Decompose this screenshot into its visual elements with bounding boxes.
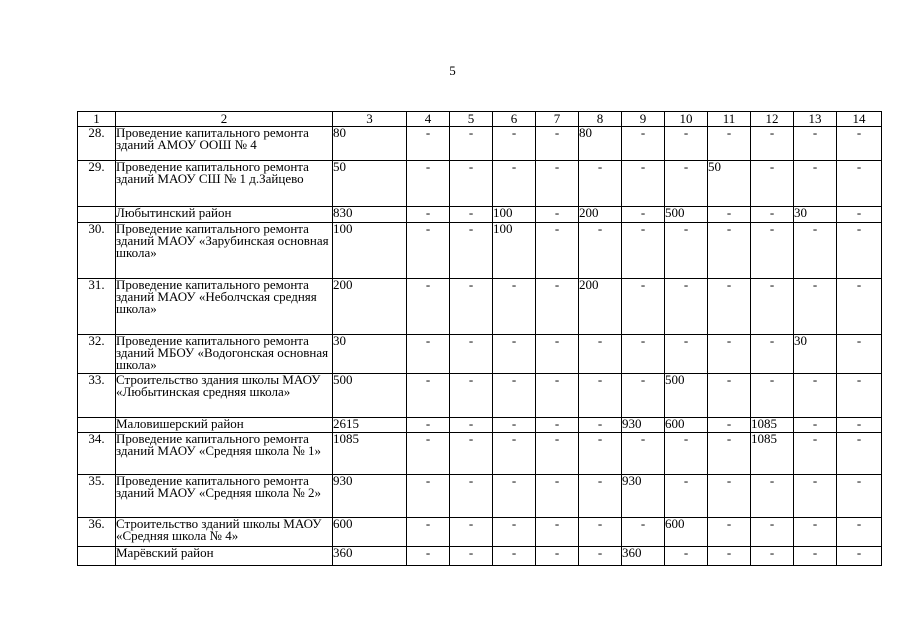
value-cell: - xyxy=(493,547,536,566)
value-cell: 600 xyxy=(665,418,708,433)
value-cell: - xyxy=(579,547,622,566)
table-row xyxy=(78,518,882,547)
value-cell: - xyxy=(751,127,794,161)
value-cell: - xyxy=(493,418,536,433)
row-number: 33. xyxy=(78,374,116,418)
value-cell: - xyxy=(622,161,665,207)
value-cell: - xyxy=(837,475,882,518)
row-name: Проведение капитального ремонта зданий АМОУ ООШ № 4 xyxy=(116,127,333,161)
row-number: 31. xyxy=(78,279,116,335)
value-cell: - xyxy=(622,433,665,475)
value-cell: - xyxy=(708,279,751,335)
value-cell: - xyxy=(579,433,622,475)
value-cell: - xyxy=(751,475,794,518)
value-cell: - xyxy=(622,223,665,279)
value-cell: - xyxy=(407,547,450,566)
value-cell: - xyxy=(579,418,622,433)
value-cell: - xyxy=(837,223,882,279)
value-cell: 2615 xyxy=(333,418,407,433)
value-cell: - xyxy=(708,475,751,518)
value-cell: - xyxy=(493,161,536,207)
value-cell: - xyxy=(622,518,665,547)
row-name: Любытинский район xyxy=(116,207,333,223)
value-cell: - xyxy=(450,418,493,433)
value-cell: - xyxy=(450,335,493,374)
value-cell: 360 xyxy=(333,547,407,566)
value-cell: - xyxy=(579,161,622,207)
value-cell: - xyxy=(837,433,882,475)
value-cell: - xyxy=(751,547,794,566)
value-cell: - xyxy=(450,223,493,279)
value-cell: - xyxy=(407,223,450,279)
value-cell: 500 xyxy=(665,207,708,223)
column-header: 8 xyxy=(579,112,622,127)
value-cell: 930 xyxy=(622,418,665,433)
value-cell: - xyxy=(751,374,794,418)
value-cell: - xyxy=(536,335,579,374)
value-cell: 200 xyxy=(579,207,622,223)
column-header: 13 xyxy=(794,112,837,127)
value-cell: - xyxy=(407,279,450,335)
column-header: 1 xyxy=(78,112,116,127)
row-name: Проведение капитального ремонта зданий МАОУ «Неболчская средняя школа» xyxy=(116,279,333,335)
value-cell: - xyxy=(751,207,794,223)
budget-table xyxy=(77,111,882,566)
value-cell: - xyxy=(407,418,450,433)
value-cell: - xyxy=(493,433,536,475)
table-row xyxy=(78,127,882,161)
value-cell: - xyxy=(536,207,579,223)
value-cell: - xyxy=(579,335,622,374)
column-header: 7 xyxy=(536,112,579,127)
row-number: 32. xyxy=(78,335,116,374)
column-header: 12 xyxy=(751,112,794,127)
value-cell: 80 xyxy=(579,127,622,161)
row-number: 29. xyxy=(78,161,116,207)
value-cell: 50 xyxy=(708,161,751,207)
row-name: Проведение капитального ремонта зданий МАОУ «Средняя школа № 1» xyxy=(116,433,333,475)
column-header: 4 xyxy=(407,112,450,127)
row-name: Проведение капитального ремонта зданий МАОУ СШ № 1 д.Зайцево xyxy=(116,161,333,207)
value-cell: - xyxy=(493,475,536,518)
column-header: 3 xyxy=(333,112,407,127)
value-cell: - xyxy=(837,279,882,335)
value-cell: - xyxy=(708,127,751,161)
value-cell: - xyxy=(407,335,450,374)
value-cell: - xyxy=(665,547,708,566)
value-cell: - xyxy=(665,161,708,207)
value-cell: - xyxy=(837,335,882,374)
value-cell: - xyxy=(837,418,882,433)
value-cell: 830 xyxy=(333,207,407,223)
district-subtotal-row xyxy=(78,547,882,566)
table-row xyxy=(78,161,882,207)
value-cell: - xyxy=(536,418,579,433)
column-header: 5 xyxy=(450,112,493,127)
value-cell: - xyxy=(407,475,450,518)
value-cell: - xyxy=(450,433,493,475)
value-cell: - xyxy=(450,547,493,566)
value-cell: - xyxy=(407,518,450,547)
table-row xyxy=(78,475,882,518)
value-cell: - xyxy=(450,518,493,547)
value-cell: - xyxy=(579,518,622,547)
value-cell: - xyxy=(493,335,536,374)
district-subtotal-row xyxy=(78,207,882,223)
value-cell: - xyxy=(450,374,493,418)
value-cell: - xyxy=(622,335,665,374)
column-header: 2 xyxy=(116,112,333,127)
value-cell: - xyxy=(794,433,837,475)
row-name: Строительство здания школы МАОУ «Любытинская средняя школа» xyxy=(116,374,333,418)
value-cell: - xyxy=(493,518,536,547)
value-cell: 930 xyxy=(333,475,407,518)
value-cell: - xyxy=(837,127,882,161)
value-cell: - xyxy=(536,374,579,418)
value-cell: 30 xyxy=(794,335,837,374)
value-cell: - xyxy=(708,418,751,433)
value-cell: - xyxy=(794,374,837,418)
value-cell: 30 xyxy=(333,335,407,374)
value-cell: - xyxy=(536,475,579,518)
value-cell: - xyxy=(751,161,794,207)
table-row xyxy=(78,335,882,374)
value-cell: - xyxy=(751,279,794,335)
row-name: Марёвский район xyxy=(116,547,333,566)
value-cell: - xyxy=(536,518,579,547)
row-name: Проведение капитального ремонта зданий МБОУ «Водогонская основная школа» xyxy=(116,335,333,374)
value-cell: 80 xyxy=(333,127,407,161)
value-cell: 600 xyxy=(333,518,407,547)
value-cell: 500 xyxy=(333,374,407,418)
table-row xyxy=(78,433,882,475)
value-cell: - xyxy=(407,433,450,475)
value-cell: 500 xyxy=(665,374,708,418)
value-cell: - xyxy=(622,207,665,223)
value-cell: - xyxy=(751,223,794,279)
value-cell: - xyxy=(407,207,450,223)
row-number: 30. xyxy=(78,223,116,279)
column-header: 9 xyxy=(622,112,665,127)
value-cell: - xyxy=(450,127,493,161)
value-cell: - xyxy=(837,518,882,547)
value-cell: - xyxy=(622,279,665,335)
value-cell: - xyxy=(536,433,579,475)
value-cell: - xyxy=(794,161,837,207)
value-cell: - xyxy=(579,475,622,518)
row-number xyxy=(78,207,116,223)
value-cell: 200 xyxy=(333,279,407,335)
value-cell: - xyxy=(579,374,622,418)
column-header: 10 xyxy=(665,112,708,127)
value-cell: - xyxy=(708,518,751,547)
district-subtotal-row xyxy=(78,418,882,433)
value-cell: - xyxy=(450,279,493,335)
value-cell: - xyxy=(622,374,665,418)
row-number: 34. xyxy=(78,433,116,475)
table-row xyxy=(78,223,882,279)
table-row xyxy=(78,279,882,335)
value-cell: 200 xyxy=(579,279,622,335)
value-cell: 600 xyxy=(665,518,708,547)
value-cell: 360 xyxy=(622,547,665,566)
column-header: 6 xyxy=(493,112,536,127)
row-name: Проведение капитального ремонта зданий МАОУ «Зарубинская основная школа» xyxy=(116,223,333,279)
value-cell: - xyxy=(665,433,708,475)
value-cell: - xyxy=(579,223,622,279)
value-cell: - xyxy=(536,161,579,207)
value-cell: - xyxy=(665,223,708,279)
value-cell: - xyxy=(665,475,708,518)
value-cell: - xyxy=(407,374,450,418)
value-cell: - xyxy=(708,547,751,566)
page-number: 5 xyxy=(449,63,456,78)
value-cell: - xyxy=(493,374,536,418)
value-cell: - xyxy=(622,127,665,161)
value-cell: - xyxy=(794,127,837,161)
value-cell: - xyxy=(536,127,579,161)
value-cell: 30 xyxy=(794,207,837,223)
value-cell: - xyxy=(450,207,493,223)
value-cell: - xyxy=(751,335,794,374)
row-number: 35. xyxy=(78,475,116,518)
row-name: Маловишерский район xyxy=(116,418,333,433)
value-cell: - xyxy=(794,279,837,335)
value-cell: - xyxy=(708,207,751,223)
row-name: Проведение капитального ремонта зданий МАОУ «Средняя школа № 2» xyxy=(116,475,333,518)
value-cell: - xyxy=(536,279,579,335)
value-cell: - xyxy=(708,433,751,475)
value-cell: - xyxy=(665,335,708,374)
value-cell: - xyxy=(450,475,493,518)
value-cell: - xyxy=(708,335,751,374)
value-cell: - xyxy=(493,279,536,335)
value-cell: - xyxy=(407,161,450,207)
value-cell: - xyxy=(493,127,536,161)
value-cell: - xyxy=(665,127,708,161)
value-cell: - xyxy=(708,374,751,418)
value-cell: - xyxy=(837,161,882,207)
value-cell: - xyxy=(536,223,579,279)
value-cell: - xyxy=(794,418,837,433)
value-cell: 1085 xyxy=(751,433,794,475)
value-cell: 100 xyxy=(493,223,536,279)
value-cell: - xyxy=(794,518,837,547)
column-header: 14 xyxy=(837,112,882,127)
column-header: 11 xyxy=(708,112,751,127)
value-cell: 100 xyxy=(493,207,536,223)
row-number: 36. xyxy=(78,518,116,547)
row-name: Строительство зданий школы МАОУ «Средняя школа № 4» xyxy=(116,518,333,547)
value-cell: - xyxy=(837,374,882,418)
row-number xyxy=(78,418,116,433)
value-cell: - xyxy=(708,223,751,279)
row-number xyxy=(78,547,116,566)
value-cell: 50 xyxy=(333,161,407,207)
value-cell: - xyxy=(794,223,837,279)
value-cell: - xyxy=(794,475,837,518)
table-header-row xyxy=(78,112,882,127)
value-cell: - xyxy=(536,547,579,566)
value-cell: - xyxy=(837,547,882,566)
value-cell: - xyxy=(665,279,708,335)
value-cell: - xyxy=(837,207,882,223)
value-cell: 930 xyxy=(622,475,665,518)
value-cell: 100 xyxy=(333,223,407,279)
value-cell: - xyxy=(751,518,794,547)
value-cell: - xyxy=(450,161,493,207)
table-row xyxy=(78,374,882,418)
value-cell: 1085 xyxy=(333,433,407,475)
value-cell: - xyxy=(794,547,837,566)
value-cell: 1085 xyxy=(751,418,794,433)
value-cell: - xyxy=(407,127,450,161)
row-number: 28. xyxy=(78,127,116,161)
